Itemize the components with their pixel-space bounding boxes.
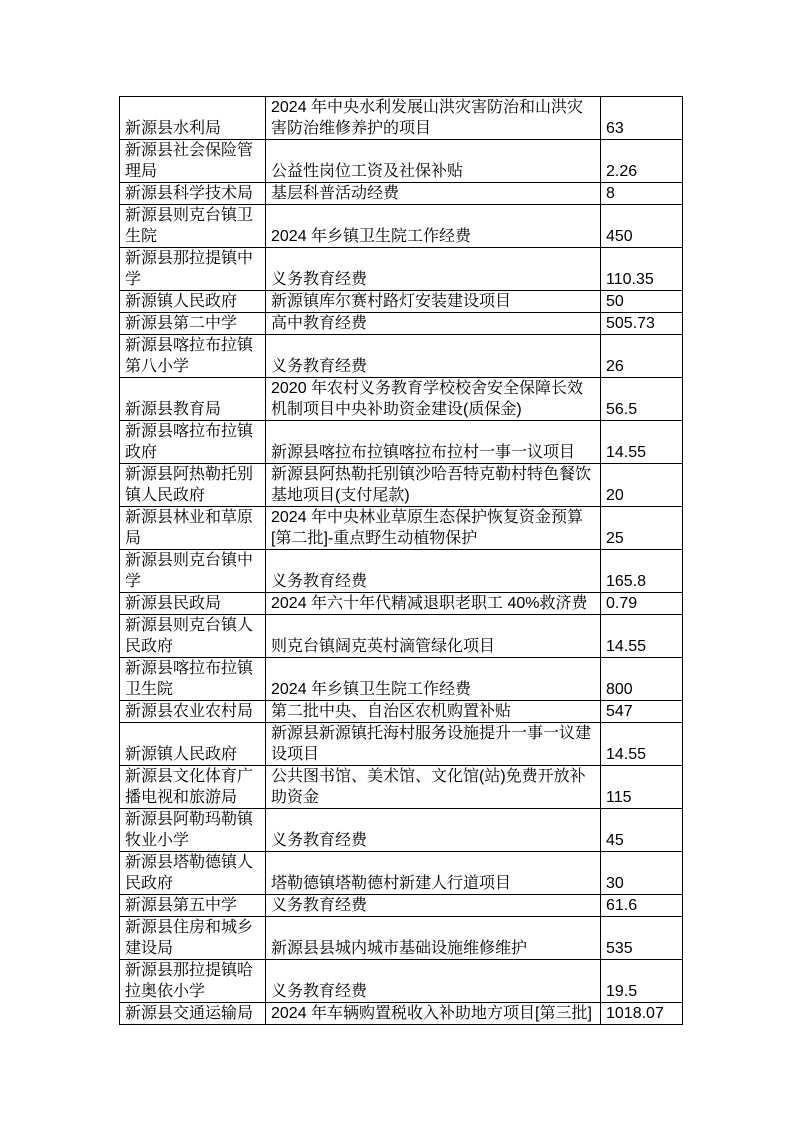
project-cell: 则克台镇阔克英村滴管绿化项目 [266, 615, 601, 658]
amount-cell: 0.79 [601, 593, 683, 615]
project-cell: 2024 年车辆购置税收入补助地方项目[第三批] [266, 1003, 601, 1025]
organization-cell: 新源县科学技术局 [120, 183, 266, 205]
amount-cell: 800 [601, 658, 683, 701]
amount-cell: 25 [601, 507, 683, 550]
amount-cell: 110.35 [601, 248, 683, 291]
organization-cell: 新源县塔勒德镇人民政府 [120, 852, 266, 895]
project-cell: 2024 年乡镇卫生院工作经费 [266, 205, 601, 248]
organization-cell: 新源县喀拉布拉镇第八小学 [120, 335, 266, 378]
project-cell: 2024 年中央林业草原生态保护恢复资金预算[第二批]-重点野生动植物保护 [266, 507, 601, 550]
table-row [120, 917, 683, 960]
organization-cell: 新源镇人民政府 [120, 291, 266, 313]
project-cell: 义务教育经费 [266, 895, 601, 917]
organization-cell: 新源县那拉提镇中学 [120, 248, 266, 291]
amount-cell: 61.6 [601, 895, 683, 917]
amount-cell: 14.55 [601, 421, 683, 464]
amount-cell: 165.8 [601, 550, 683, 593]
organization-cell: 新源县教育局 [120, 378, 266, 421]
amount-cell: 450 [601, 205, 683, 248]
project-cell: 2020 年农村义务教育学校校舍安全保障长效机制项目中央补助资金建设(质保金) [266, 378, 601, 421]
amount-cell: 1018.07 [601, 1003, 683, 1025]
project-cell: 公益性岗位工资及社保补贴 [266, 140, 601, 183]
project-cell: 基层科普活动经费 [266, 183, 601, 205]
organization-cell: 新源县住房和城乡建设局 [120, 917, 266, 960]
organization-cell: 新源县社会保险管理局 [120, 140, 266, 183]
organization-cell: 新源县第五中学 [120, 895, 266, 917]
amount-cell: 8 [601, 183, 683, 205]
project-cell: 2024 年中央水利发展山洪灾害防治和山洪灾害防治维修养护的项目 [266, 97, 601, 140]
organization-cell: 新源县阿勒玛勒镇牧业小学 [120, 809, 266, 852]
amount-cell: 56.5 [601, 378, 683, 421]
organization-cell: 新源县农业农村局 [120, 701, 266, 723]
organization-cell: 新源县则克台镇中学 [120, 550, 266, 593]
organization-cell: 新源县则克台镇人民政府 [120, 615, 266, 658]
amount-cell: 45 [601, 809, 683, 852]
table-row [120, 658, 683, 701]
amount-cell: 63 [601, 97, 683, 140]
table-row [120, 140, 683, 183]
organization-cell: 新源县民政局 [120, 593, 266, 615]
table-row [120, 248, 683, 291]
table-row [120, 723, 683, 766]
table-row [120, 421, 683, 464]
amount-cell: 26 [601, 335, 683, 378]
table-row [120, 205, 683, 248]
organization-cell: 新源县那拉提镇哈拉奥依小学 [120, 960, 266, 1003]
organization-cell: 新源县阿热勒托别镇人民政府 [120, 464, 266, 507]
project-cell: 新源县阿热勒托别镇沙哈吾特克勒村特色餐饮基地项目(支付尾款) [266, 464, 601, 507]
project-cell: 高中教育经费 [266, 313, 601, 335]
organization-cell: 新源县水利局 [120, 97, 266, 140]
table-row [120, 615, 683, 658]
table-row [120, 766, 683, 809]
table-row [120, 507, 683, 550]
organization-cell: 新源县喀拉布拉镇政府 [120, 421, 266, 464]
project-cell: 义务教育经费 [266, 248, 601, 291]
project-cell: 公共图书馆、美术馆、文化馆(站)免费开放补助资金 [266, 766, 601, 809]
table-row [120, 378, 683, 421]
amount-cell: 14.55 [601, 723, 683, 766]
table-row [120, 97, 683, 140]
project-cell: 义务教育经费 [266, 960, 601, 1003]
table-row [120, 1003, 683, 1025]
organization-cell: 新源县交通运输局 [120, 1003, 266, 1025]
project-cell: 塔勒德镇塔勒德村新建人行道项目 [266, 852, 601, 895]
table-row [120, 701, 683, 723]
project-cell: 新源县县城内城市基础设施维修维护 [266, 917, 601, 960]
project-cell: 义务教育经费 [266, 809, 601, 852]
table-row [120, 550, 683, 593]
amount-cell: 14.55 [601, 615, 683, 658]
amount-cell: 50 [601, 291, 683, 313]
organization-cell: 新源县林业和草原局 [120, 507, 266, 550]
organization-cell: 新源镇人民政府 [120, 723, 266, 766]
table-row [120, 593, 683, 615]
amount-cell: 20 [601, 464, 683, 507]
amount-cell: 115 [601, 766, 683, 809]
project-cell: 新源镇库尔赛村路灯安装建设项目 [266, 291, 601, 313]
organization-cell: 新源县喀拉布拉镇卫生院 [120, 658, 266, 701]
table-row [120, 291, 683, 313]
project-cell: 新源县新源镇托海村服务设施提升一事一议建设项目 [266, 723, 601, 766]
project-cell: 2024 年乡镇卫生院工作经费 [266, 658, 601, 701]
organization-cell: 新源县第二中学 [120, 313, 266, 335]
organization-cell: 新源县文化体育广播电视和旅游局 [120, 766, 266, 809]
amount-cell: 547 [601, 701, 683, 723]
amount-cell: 30 [601, 852, 683, 895]
table-row [120, 895, 683, 917]
table-row [120, 852, 683, 895]
organization-cell: 新源县则克台镇卫生院 [120, 205, 266, 248]
table-row [120, 464, 683, 507]
table-row [120, 183, 683, 205]
funding-table [119, 96, 683, 1025]
amount-cell: 19.5 [601, 960, 683, 1003]
table-row [120, 960, 683, 1003]
project-cell: 义务教育经费 [266, 335, 601, 378]
project-cell: 2024 年六十年代精减退职老职工 40%救济费 [266, 593, 601, 615]
table-row [120, 335, 683, 378]
table-row [120, 809, 683, 852]
amount-cell: 2.26 [601, 140, 683, 183]
project-cell: 新源县喀拉布拉镇喀拉布拉村一事一议项目 [266, 421, 601, 464]
funding-table-body [120, 97, 683, 1025]
project-cell: 义务教育经费 [266, 550, 601, 593]
amount-cell: 505.73 [601, 313, 683, 335]
project-cell: 第二批中央、自治区农机购置补贴 [266, 701, 601, 723]
amount-cell: 535 [601, 917, 683, 960]
table-row [120, 313, 683, 335]
